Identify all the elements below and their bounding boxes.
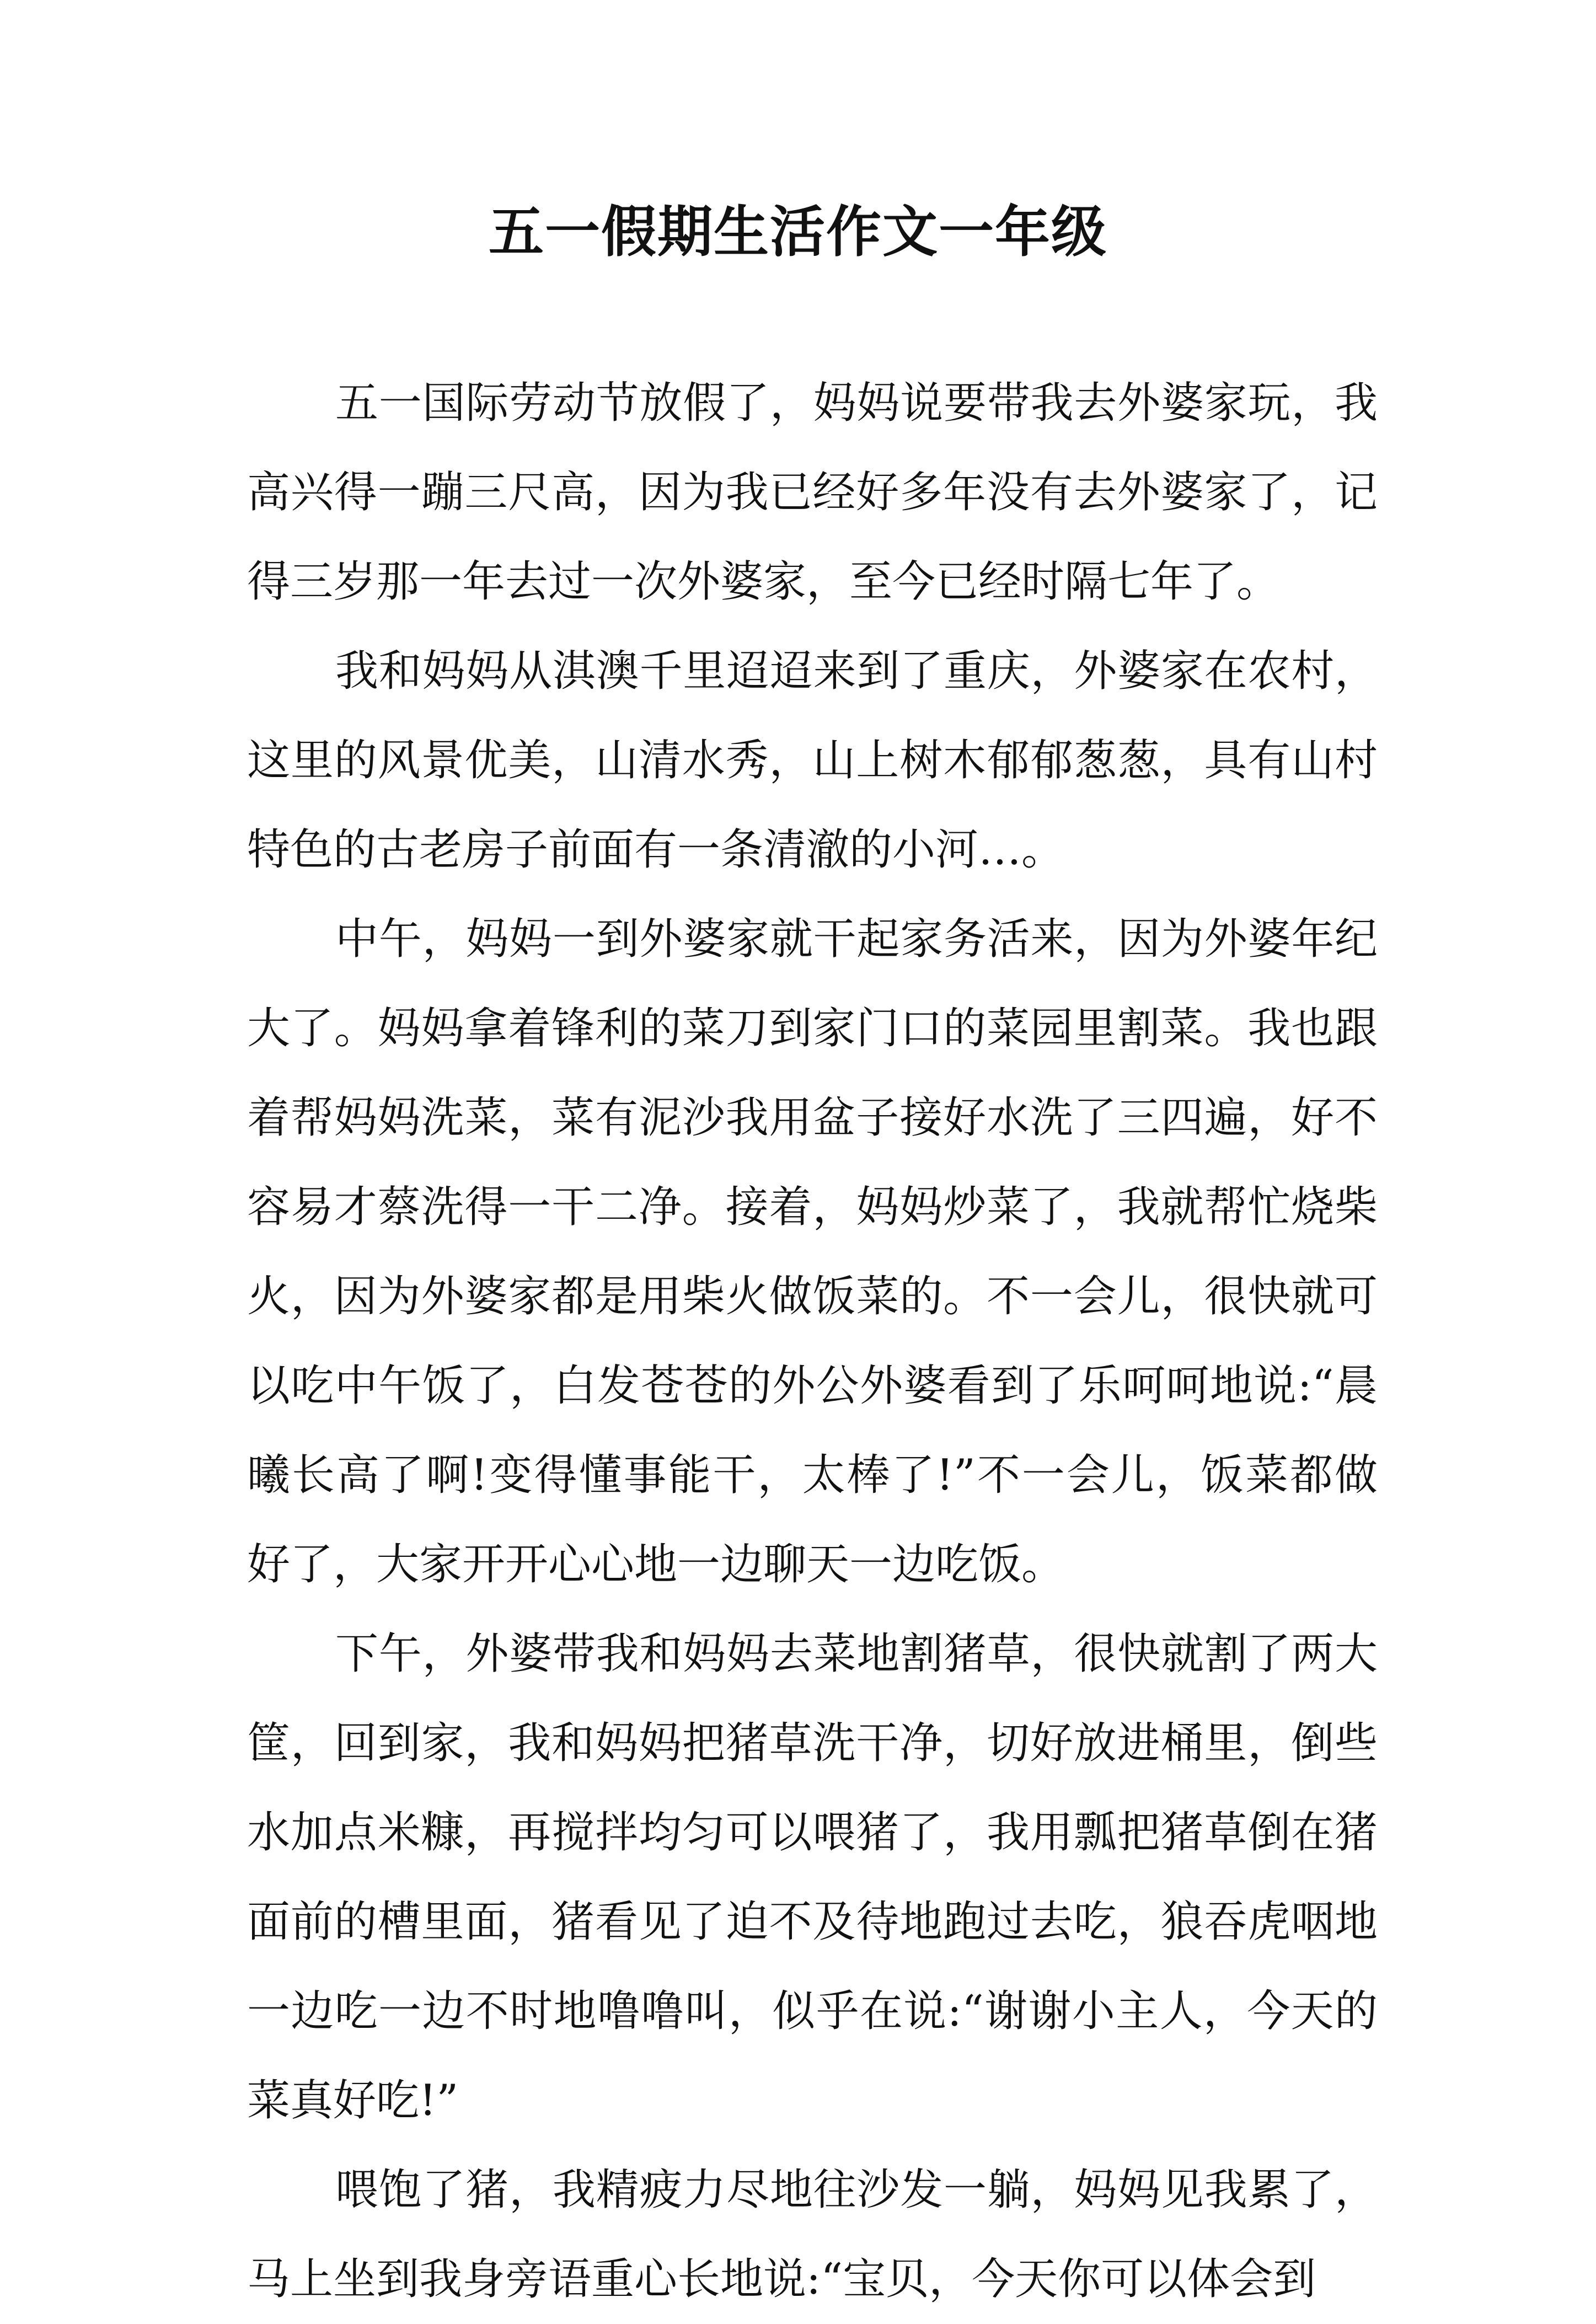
document-body [247, 358, 1378, 2324]
paragraph: 我和妈妈从淇澳千里迢迢来到了重庆，外婆家在农村，这里的风景优美，山清水秀，山上树木郁郁葱葱，具有山村特色的古老房子前面有一条清澈的小河…。 [247, 646, 1378, 875]
document-title: 五一假期生活作文一年级 [489, 199, 1107, 264]
paragraph: 喂饱了猪，我精疲力尽地往沙发一躺，妈妈见我累了，马上坐到我身旁语重心长地说:“宝贝，今天你可以体会到 [247, 2165, 1378, 2304]
paragraph: 五一国际劳动节放假了，妈妈说要带我去外婆家玩，我高兴得一蹦三尺高，因为我已经好多年没有去外婆家了，记得三岁那一年去过一次外婆家，至今已经时隔七年了。 [247, 378, 1378, 607]
paragraph: 中午，妈妈一到外婆家就干起家务活来，因为外婆年纪大了。妈妈拿着锋利的菜刀到家门口的菜园里割菜。我也跟着帮妈妈洗菜，菜有泥沙我用盆子接好水洗了三四遍，好不容易才蔡洗得一干二净。接着，妈妈炒菜了，我就帮忙烧柴火，因为外婆家都是用柴火做饭菜的。不一会儿，很快就可以吃中午饭了，白发苍苍的外公外婆看到了乐呵呵地说:“晨曦长高了啊!变得懂事能干，太棒了!”不一会儿，饭菜都做好了，大家开开心心地一边聊天一边吃饭。 [247, 914, 1378, 1589]
paragraph: 下午，外婆带我和妈妈去菜地割猪草，很快就割了两大筐，回到家，我和妈妈把猪草洗干净，切好放进桶里，倒些水加点米糠，再搅拌均匀可以喂猪了，我用瓢把猪草倒在猪面前的槽里面，猪看见了迫不及待地跑过去吃，狼吞虎咽地一边吃一边不时地噜噜叫，似乎在说:“谢谢小主人，今天的菜真好吃!” [247, 1629, 1378, 2125]
